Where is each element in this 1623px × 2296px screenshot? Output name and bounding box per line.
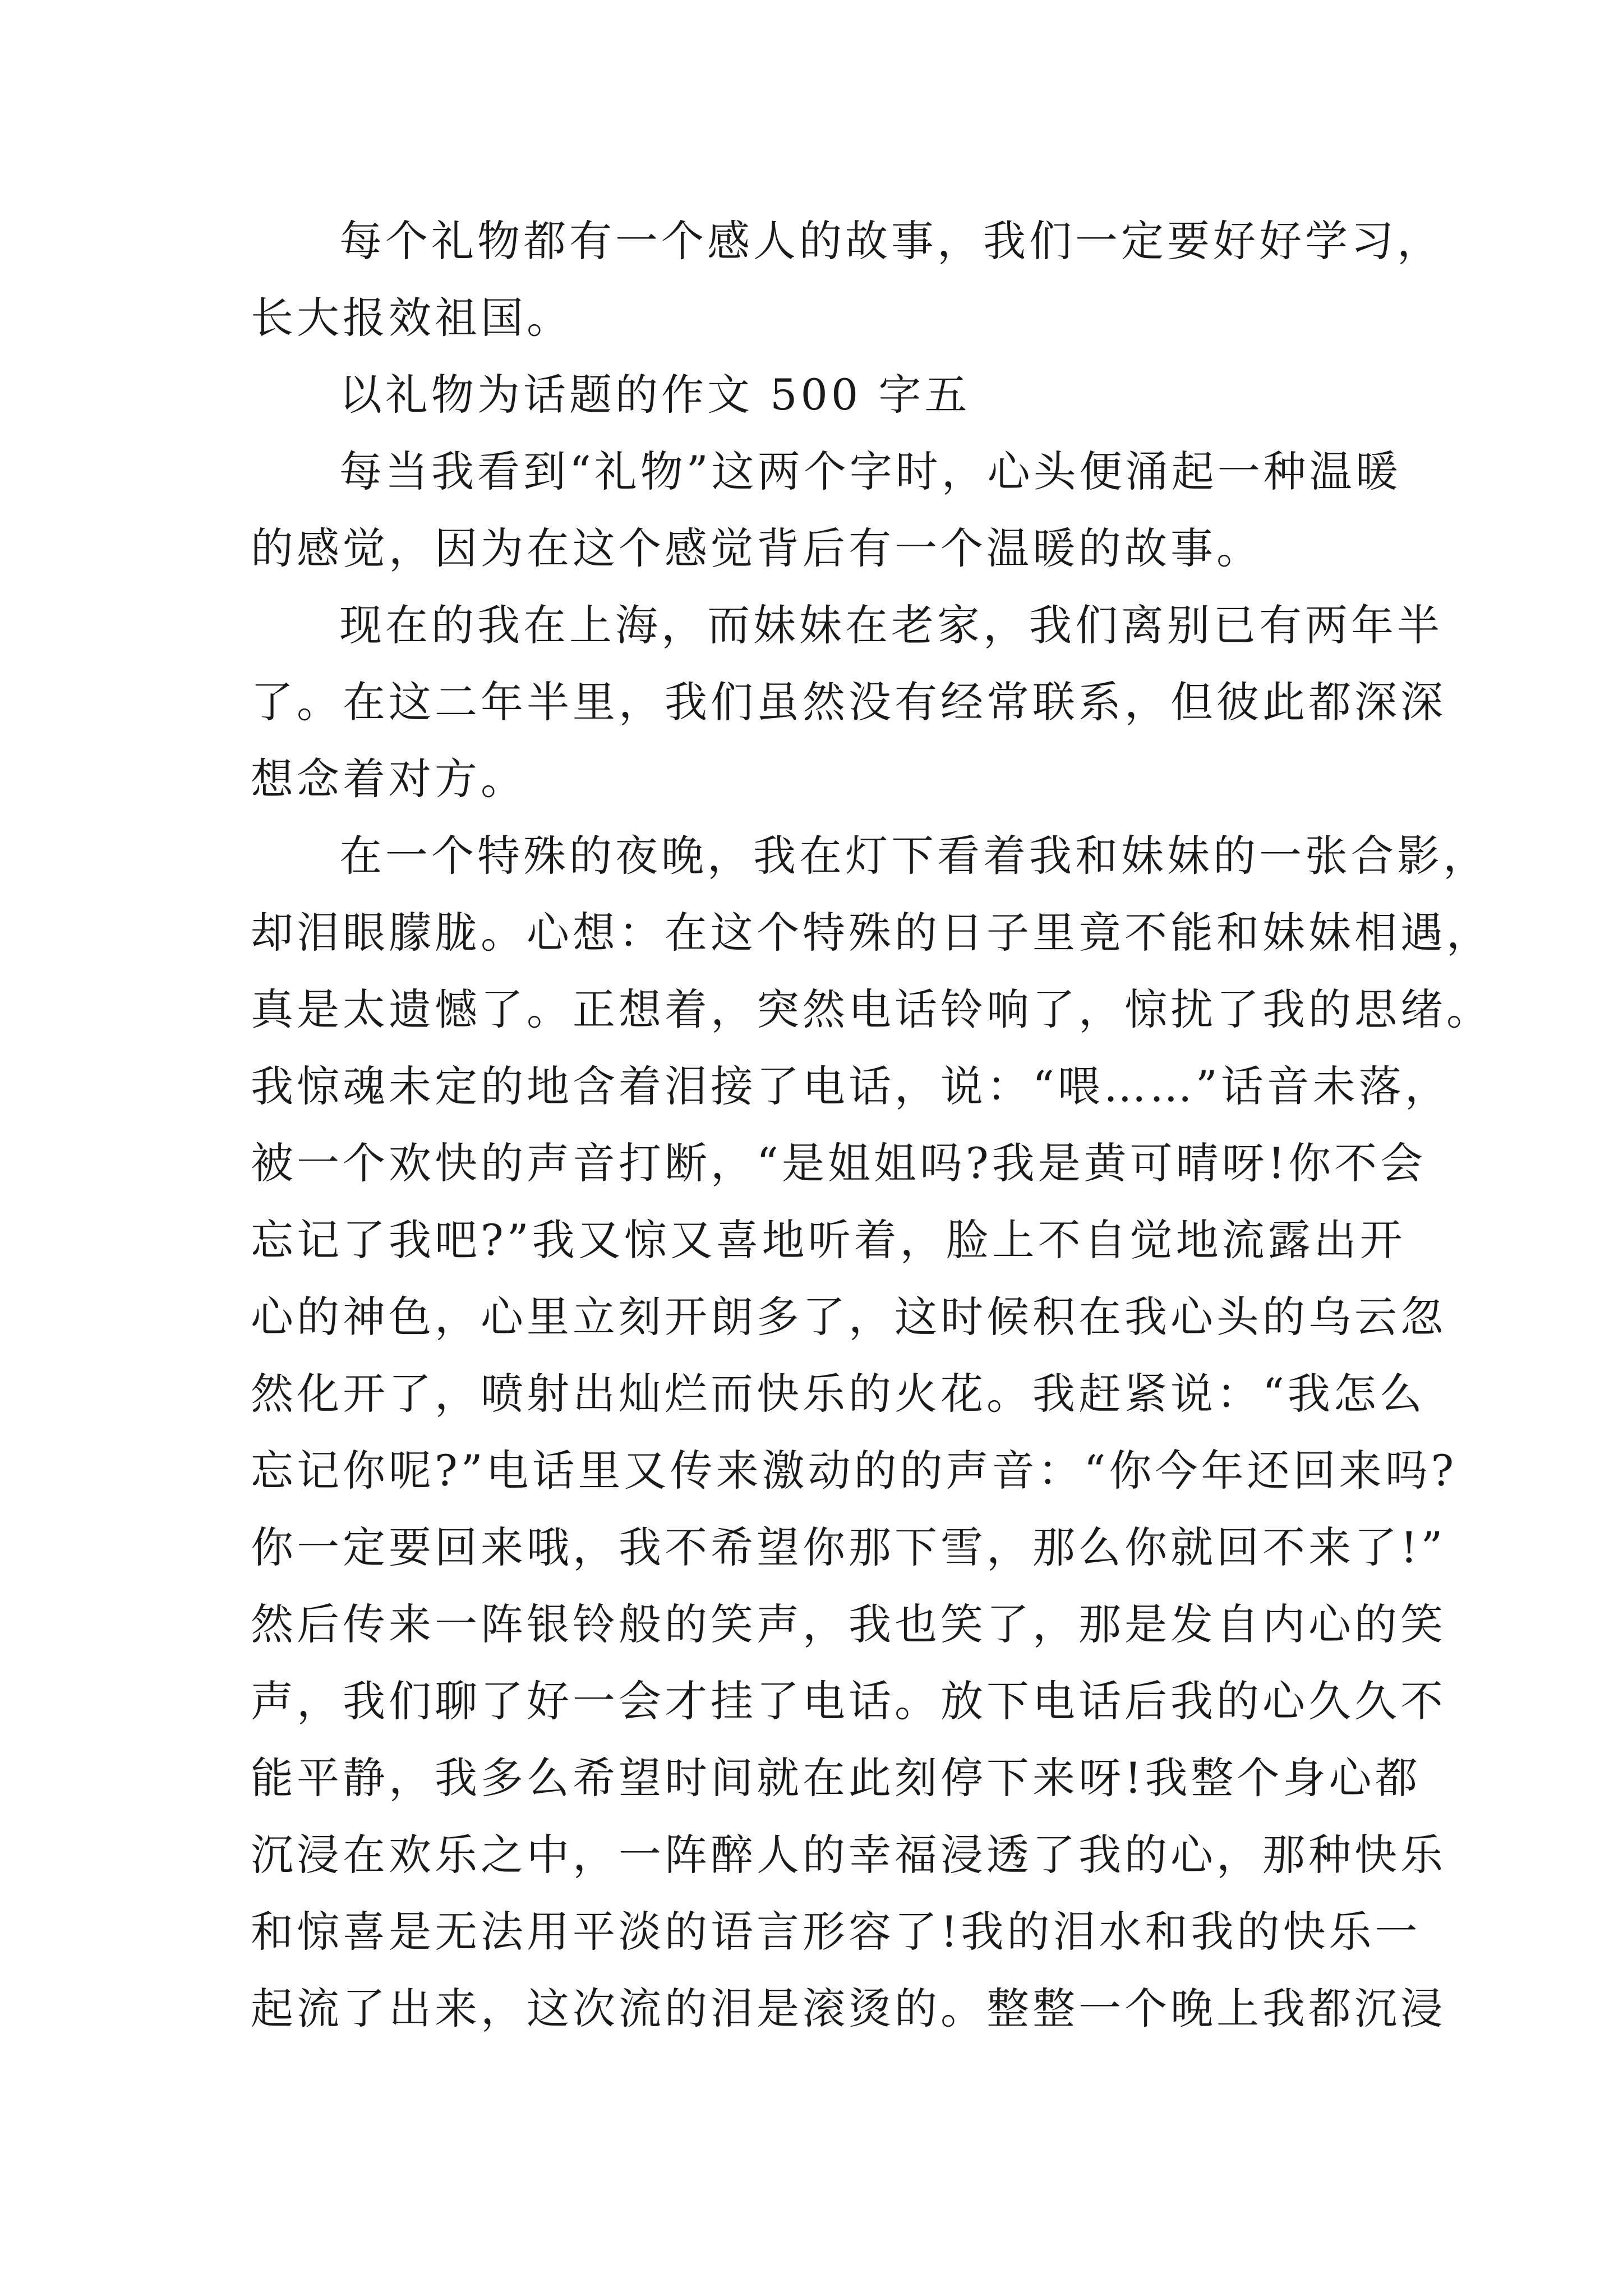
text-line: 心的神色，心里立刻开朗多了，这时候积在我心头的乌云忽 bbox=[251, 1292, 1446, 1342]
text-line: 沉浸在欢乐之中，一阵醉人的幸福浸透了我的心，那种快乐 bbox=[251, 1830, 1446, 1880]
text-line: 忘记了我吧?”我又惊又喜地听着，脸上不自觉地流露出开 bbox=[251, 1215, 1406, 1265]
section-heading: 以礼物为话题的作文 500 字五 bbox=[339, 370, 971, 420]
text-line: 真是太遗憾了。正想着，突然电话铃响了，惊扰了我的思绪。 bbox=[251, 984, 1492, 1034]
text-line: 每当我看到“礼物”这两个字时，心头便涌起一种温暖 bbox=[339, 447, 1401, 496]
text-line: 每个礼物都有一个感人的故事，我们一定要好好学习， bbox=[339, 216, 1443, 266]
text-line: 我惊魂未定的地含着泪接了电话，说：“喂……”话音未落， bbox=[251, 1061, 1451, 1111]
text-line: 的感觉，因为在这个感觉背后有一个温暖的故事。 bbox=[251, 523, 1262, 573]
text-line: 声，我们聊了好一会才挂了电话。放下电话后我的心久久不 bbox=[251, 1676, 1446, 1726]
text-line: 起流了出来，这次流的泪是滚烫的。整整一个晚上我都沉浸 bbox=[251, 1984, 1446, 2033]
text-line: 你一定要回来哦，我不希望你那下雪，那么你就回不来了!” bbox=[251, 1522, 1446, 1572]
text-line: 了。在这二年半里，我们虽然没有经常联系，但彼此都深深 bbox=[251, 677, 1446, 727]
text-line: 能平静，我多么希望时间就在此刻停下来呀!我整个身心都 bbox=[251, 1753, 1421, 1803]
text-line: 被一个欢快的声音打断，“是姐姐吗?我是黄可晴呀!你不会 bbox=[251, 1138, 1427, 1188]
text-line: 现在的我在上海，而妹妹在老家，我们离别已有两年半 bbox=[339, 600, 1443, 650]
text-line: 却泪眼朦胧。心想：在这个特殊的日子里竟不能和妹妹相遇， bbox=[251, 908, 1492, 958]
text-line: 然化开了，喷射出灿烂而快乐的火花。我赶紧说：“我怎么 bbox=[251, 1369, 1426, 1419]
text-line: 想念着对方。 bbox=[251, 754, 527, 804]
text-line: 忘记你呢?”电话里又传来激动的的声音：“你今年还回来吗? bbox=[251, 1446, 1458, 1496]
text-line: 在一个特殊的夜晚，我在灯下看着我和妹妹的一张合影， bbox=[339, 831, 1489, 881]
text-line: 然后传来一阵银铃般的笑声，我也笑了，那是发自内心的笑 bbox=[251, 1599, 1446, 1649]
text-line: 长大报效祖国。 bbox=[251, 293, 573, 343]
text-line: 和惊喜是无法用平淡的语言形容了!我的泪水和我的快乐一 bbox=[251, 1907, 1421, 1957]
